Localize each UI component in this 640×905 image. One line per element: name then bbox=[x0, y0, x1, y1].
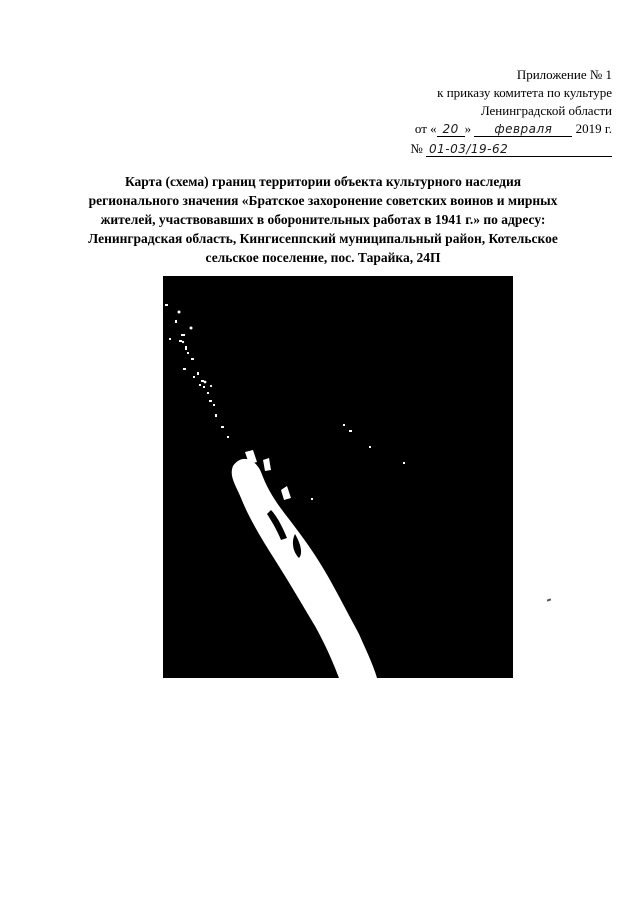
title-line-4: Ленинградская область, Кингисеппский муниципальный район, Котельское bbox=[88, 231, 558, 246]
handwritten-month: февраля bbox=[474, 122, 572, 137]
title-line-1: Карта (схема) границ территории объекта культурного наследия bbox=[124, 174, 522, 189]
date-year: 2019 г. bbox=[575, 121, 612, 136]
handwritten-day: 20 bbox=[437, 122, 465, 137]
order-number bbox=[352, 140, 612, 158]
title-line-5: сельское поселение, пос. Тарайка, 24П bbox=[205, 250, 441, 265]
boundary-map-image bbox=[163, 276, 513, 678]
map-scan-svg bbox=[163, 276, 513, 678]
handwritten-number: 01-03/19-62 bbox=[426, 142, 612, 157]
order-reference: к приказу комитета по культуре bbox=[437, 85, 612, 100]
date-mid: » bbox=[464, 121, 472, 136]
number-prefix: № bbox=[410, 141, 423, 156]
title-line-2: регионального значения «Братское захоронение советских воинов и мирных bbox=[88, 193, 558, 208]
attachment-header bbox=[352, 66, 612, 158]
document-title bbox=[40, 172, 606, 267]
region-name: Ленинградской области bbox=[480, 103, 612, 118]
title-line-3: жителей, участвовавших в оборонительных работах в 1941 г.» по адресу: bbox=[100, 212, 546, 227]
stray-scan-mark bbox=[547, 598, 551, 601]
attachment-number: Приложение № 1 bbox=[516, 67, 612, 82]
order-date bbox=[352, 120, 612, 138]
date-prefix: от « bbox=[414, 121, 437, 136]
